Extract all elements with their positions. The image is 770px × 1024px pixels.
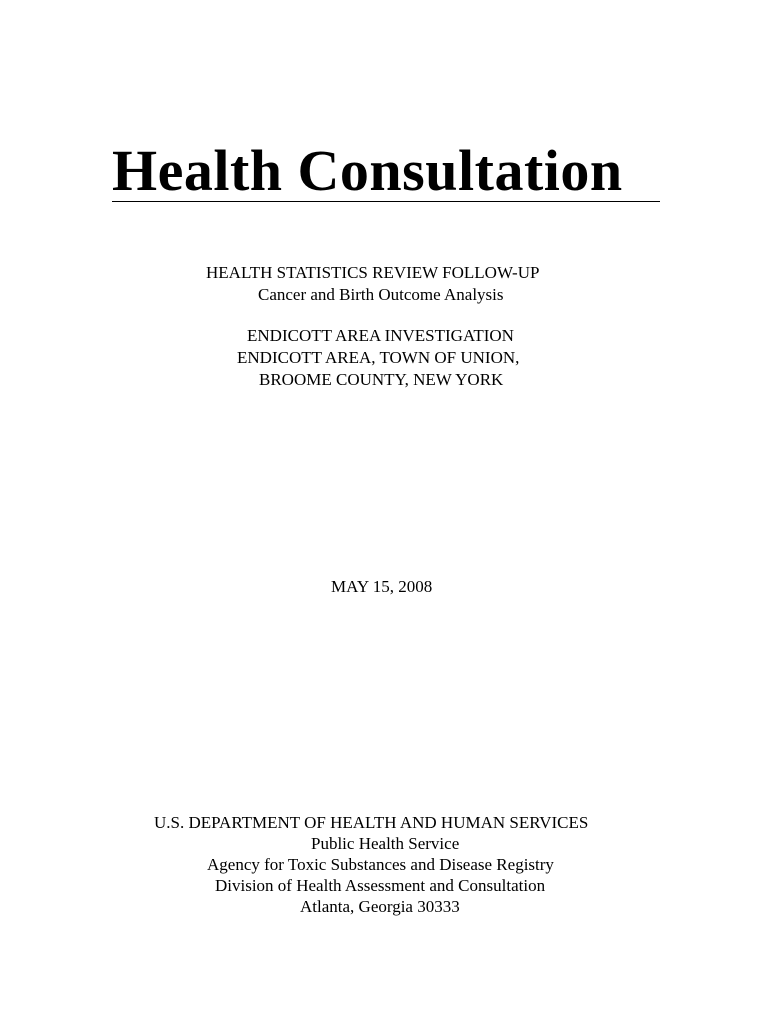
agency-line-2: Public Health Service (311, 834, 460, 853)
agency-line-5: Atlanta, Georgia 30333 (300, 897, 460, 916)
agency-line-1: U.S. DEPARTMENT OF HEALTH AND HUMAN SERVICES (154, 813, 589, 832)
location-line-2: ENDICOTT AREA, TOWN OF UNION, (237, 348, 520, 367)
location-line-3: BROOME COUNTY, NEW YORK (259, 370, 504, 389)
location-line-1: ENDICOTT AREA INVESTIGATION (247, 326, 514, 345)
document-title: Health Consultation (112, 138, 623, 203)
subtitle-line-1: HEALTH STATISTICS REVIEW FOLLOW-UP (206, 263, 540, 282)
agency-line-3: Agency for Toxic Substances and Disease Registry (207, 855, 554, 874)
subtitle-line-2: Cancer and Birth Outcome Analysis (258, 285, 504, 304)
title-underline (112, 201, 660, 202)
agency-line-4: Division of Health Assessment and Consultation (215, 876, 546, 895)
document-date: MAY 15, 2008 (331, 577, 433, 596)
